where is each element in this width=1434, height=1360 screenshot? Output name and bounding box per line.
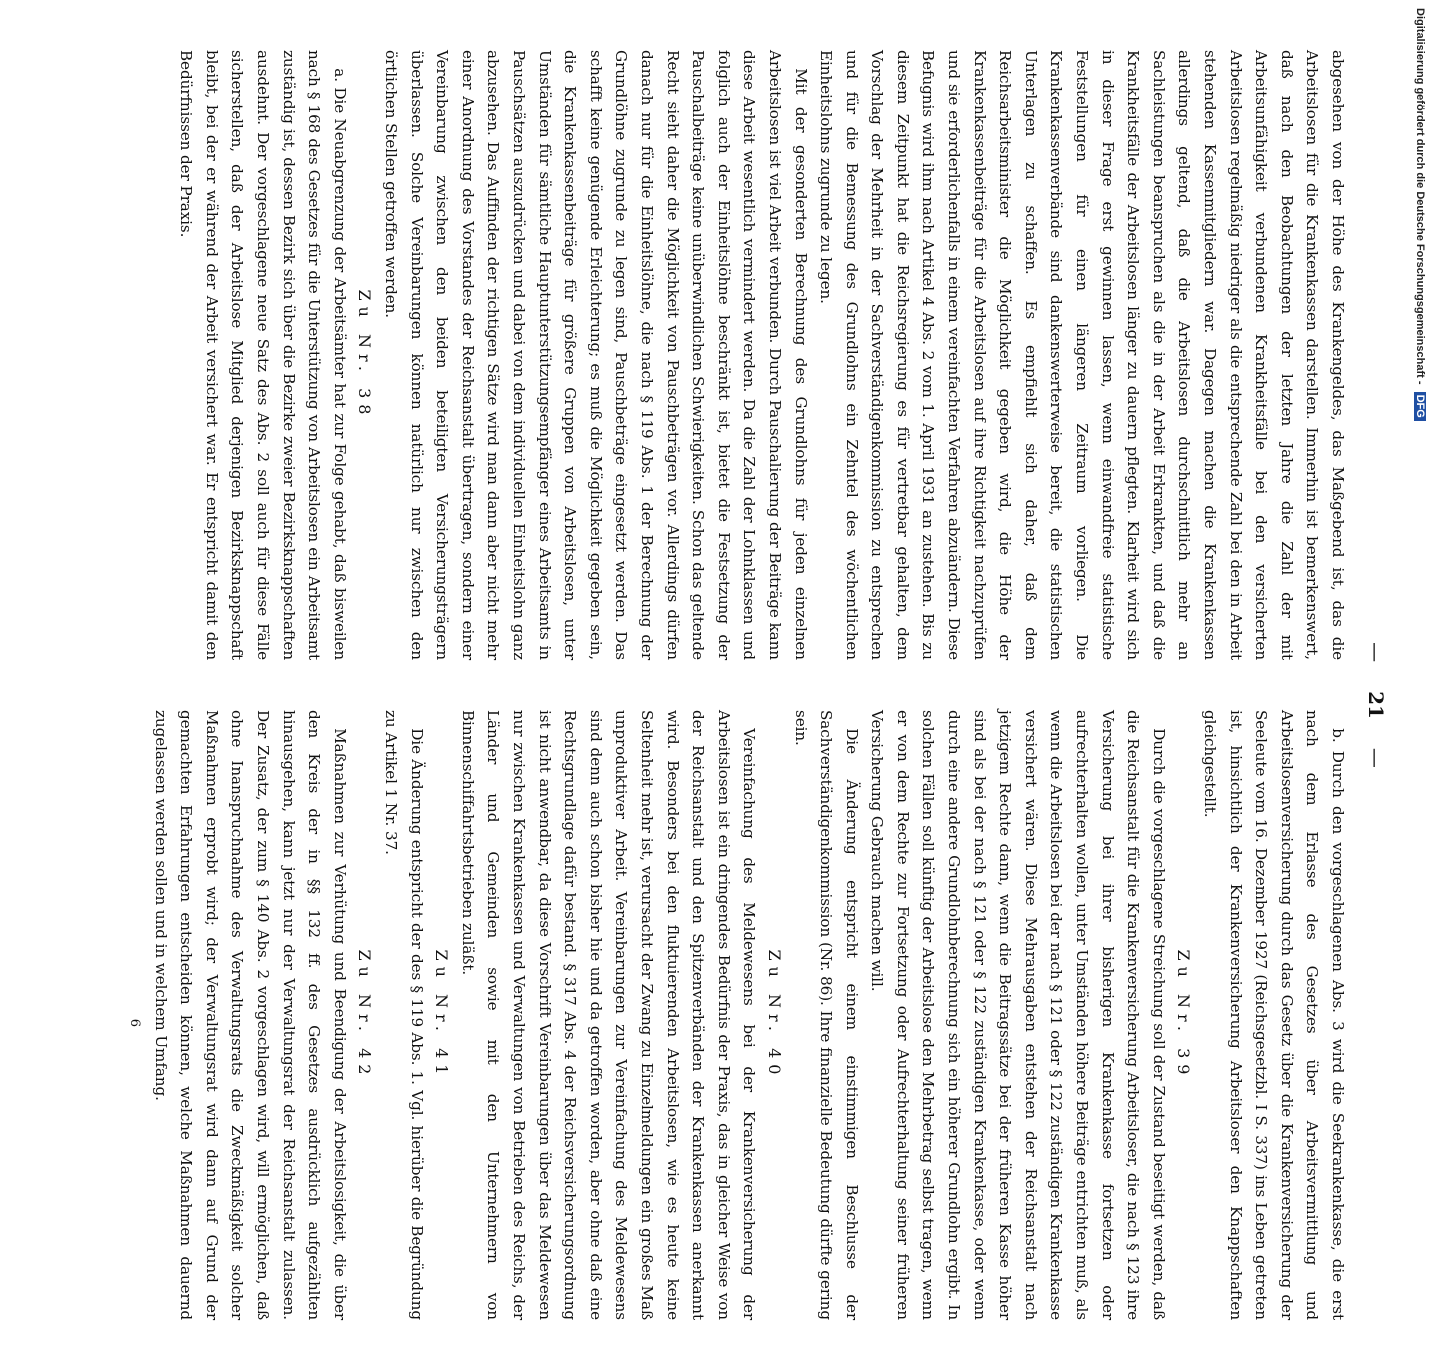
header-dash-left: — <box>1364 642 1388 663</box>
sheet-signature: 6 <box>127 1018 143 1027</box>
section-heading-40: Zu Nr. 40 <box>764 949 784 1081</box>
right-paragraph-1: b. Durch den vorgeschlagenen Abs. 3 wird die Seekrankenkasse, die erst nach dem Erlasse des Gesetzes über Arbeitsvermittlung und Arbeitslosenversicherung durch das Gesetz über die Krankenversicherung der Seeleute vom 16. Dezember 1927 (Reichsgesetzbl. I S. 337) ins Leben getreten ist, hinsichtlich der Krankenversicherung Arbeitsloser den Knappschaften gleichgestellt. <box>1201 710 1347 1320</box>
left-paragraph-3: a. Die Neuabgrenzung der Arbeitsämter hat zur Folge gehabt, daß bisweilen nach § 168 des Gesetzes für die Unterstützung von Arbeitslosen ein Arbeitsamt zuständig ist, dessen Bezirk sich über die Bezirke zweier Bezirksknappschaften ausdehnt. Der vorgeschlagene neue Satz des Abs. 2 soll auch für diese Fälle sicherstellen, daß der Arbeitslose Mitglied derjenigen Bezirksknappschaft bleibt, bei der er während der Arbeit versichert war. Er entspricht damit den Bedürfnissen der Praxis. <box>177 50 349 660</box>
section-heading-42: Zu Nr. 42 <box>355 949 375 1081</box>
section-heading-41: Zu Nr. 41 <box>432 949 452 1081</box>
section-heading-39: Zu Nr. 39 <box>1174 949 1194 1081</box>
right-paragraph-3: Die Änderung entspricht einem einstimmigen Beschlusse der Sachverständigenkommission (Nr. 86). Ihre finanzielle Bedeutung dürfte gering sein. <box>791 710 861 1320</box>
page-header <box>1360 50 1388 1360</box>
left-paragraph-2: Mit der gesonderten Berechnung des Grundlohns für jeden einzelnen Arbeitslosen ist viel Arbeit verbunden. Durch Pauschalierung der Beiträge kann diese Arbeit wesentlich vermindert werden. Da die Zahl der Lohnklassen und folglich auch der Einheitslöhne beschränkt ist, bietet die Festsetzung der Pauschalbeiträge keine unüberwindlichen Schwierigkeiten. Schon das geltende Recht sieht daher die Möglichkeit von Pauschbeträgen vor. Allerdings dürfen danach nur für die Einheitslöhne, die nach § 119 Abs. 1 der Berechnung der Grundlöhne zugrunde zu legen sind, Pauschbeträge eingesetzt werden. Das schafft keine genügende Erleichterung; es muß die Möglichkeit gegeben sein, die Krankenkassenbeiträge für größere Gruppen von Arbeitslosen, unter Umständen für sämtliche Hauptunterstützungsempfänger eines Arbeitsamts in Pauschsätzen auszudrücken und dabei von dem individuellen Einheitslohn ganz abzusehen. Das Auffinden der richtigen Sätze wird man dann aber nicht mehr einer Anordnung des Vorstandes der Reichsanstalt übertragen, sondern einer Vereinbarung zwischen den beiden beteiligten Versicherungsträgern überlassen. Solche Vereinbarungen können natürlich nur zwischen den örtlichen Stellen getroffen werden. <box>382 50 810 660</box>
credit-text-wrapper <box>1414 8 1426 988</box>
section-heading-38: Zu Nr. 38 <box>355 289 375 421</box>
header-dash-right: — <box>1364 747 1388 768</box>
page-number: 21 <box>1364 691 1388 719</box>
digitization-credit <box>1408 8 1434 998</box>
right-paragraph-4: Vereinfachung des Meldewesens bei der Krankenversicherung der Arbeitslosen ist ein dringendes Bedürfnis der Praxis, das in gleicher Weise von der Reichsanstalt und den Spitzenverbänden der Krankenkassen anerkannt wird. Besonders bei den fluktuierenden Arbeitslosen, wie es heute keine Seltenheit mehr ist, verursacht der Zwang zu Einzelmeldungen ein großes Maß unproduktiver Arbeit. Vereinbarungen zur Vereinfachung des Meldewesens sind denn auch schon bisher hie und da getroffen worden, aber ohne daß eine Rechtsgrundlage dafür bestand. § 317 Abs. 4 der Reichsversicherungsordnung ist nicht anwendbar, da diese Vorschrift Vereinbarungen über das Meldewesen nur zwischen Krankenkassen und Verwaltungen von Betrieben des Reichs, der Länder und Gemeinden sowie mit den Unternehmern von Binnenschiffahrtsbetrieben zuläßt. <box>458 710 759 1320</box>
left-paragraph-1: abgesehen von der Höhe des Krankengeldes, das Maßgebend ist, das die Arbeitslosen für die Krankenkassen darstellen. Immerhin ist bemerkenswert, daß nach den Beobachtungen der letzten Jahre die Zahl der mit Arbeitsunfähigkeit verbundenen Krankheitsfälle bei den versicherten Arbeitslosen regelmäßig niedriger als die entsprechende Zahl bei den in Arbeit stehenden Kassenmitgliedern war. Dagegen machen die Krankenkassen allerdings geltend, daß die Arbeitslosen durchschnittlich mehr an Sachleistungen beanspruchen als die in der Arbeit Erkrankten, und daß die Krankheitsfälle der Arbeitslosen länger zu dauern pflegten. Klarheit wird sich in dieser Frage erst gewinnen lassen, wenn einwandfreie statistische Feststellungen für einen längeren Zeitraum vorliegen. Die Krankenkassenverbände sind dankenswerterweise bereit, die statistischen Unterlagen zu schaffen. Es empfiehlt sich daher, daß dem Reichsarbeitsminister die Möglichkeit gegeben wird, die Höhe der Krankenkassenbeiträge für die Arbeitslosen auf ihre Richtigkeit nachzuprüfen und sie erforderlichenfalls in einem vereinfachten Verfahren abzuändern. Diese Befugnis wird ihm nach Artikel 4 Abs. 2 vom 1. April 1931 an zustehen. Bis zu diesem Zeitpunkt hat die Reichsregierung es für vertretbar gehalten, dem Vorschlag der Mehrheit in der Sachverständigenkommission zu entsprechen und für die Bemessung des Grundlohns ein Zehntel des wöchentlichen Einheitslohns zugrunde zu legen. <box>817 50 1347 660</box>
rotated-document <box>127 50 1388 1360</box>
left-column <box>173 50 1350 660</box>
dfg-logo: DFG <box>1414 392 1426 421</box>
right-column <box>122 710 1351 1320</box>
right-paragraph-6: Maßnahmen zur Verhütung und Beendigung der Arbeitslosigkeit, die über den Kreis der in §§ 132 ff. des Gesetzes ausdrücklich aufgezählten hinausgehen, kann jetzt nur der Verwaltungsrat der Reichsanstalt zulassen. Der Zusatz, der zum § 140 Abs. 2 vorgeschlagen wird, will ermöglichen, daß ohne Inanspruchnahme des Verwaltungsrats die Zweckmäßigkeit solcher Maßnahmen erprobt wird; der Verwaltungsrat wird dann auf Grund der gemachten Erfahrungen entscheiden können, welche Maßnahmen dauernd zugelassen werden sollen und in welchem Umfang. <box>151 710 349 1320</box>
right-paragraph-5: Die Änderung entspricht der des § 119 Abs. 1. Vgl. hierüber die Begründung zu Artikel 1 Nr. 37. <box>382 710 426 1320</box>
right-paragraph-2: Durch die vorgeschlagene Streichung soll der Zustand beseitigt werden, daß die Reichsanstalt für die Krankenversicherung Arbeitsloser, die nach § 123 ihre Versicherung bei ihrer bisherigen Krankenkasse fortsetzen oder aufrechterhalten wollen, unter Umständen höhere Beiträge entrichten muß, als wenn die Arbeitslosen bei der nach § 121 oder § 122 zuständigen Krankenkasse versichert wären. Diese Mehrausgaben entstehen der Reichsanstalt nach jetzigem Rechte dann, wenn die Beitragssätze bei der früheren Kasse höher sind als bei der nach § 121 oder § 122 zuständigen Krankenkasse, oder wenn durch eine andere Grundlohnberechnung sich ein höherer Grundlohn ergibt. In solchen Fällen soll künftig der Arbeitslose den Mehrbetrag selbst tragen, wenn er von dem Rechte zur Fortsetzung oder Aufrechterhaltung seiner früheren Versicherung Gebrauch machen will. <box>868 710 1168 1320</box>
credit-text: Digitalisierung gefördert durch die Deutsche Forschungsgemeinschaft - <box>1414 8 1426 385</box>
